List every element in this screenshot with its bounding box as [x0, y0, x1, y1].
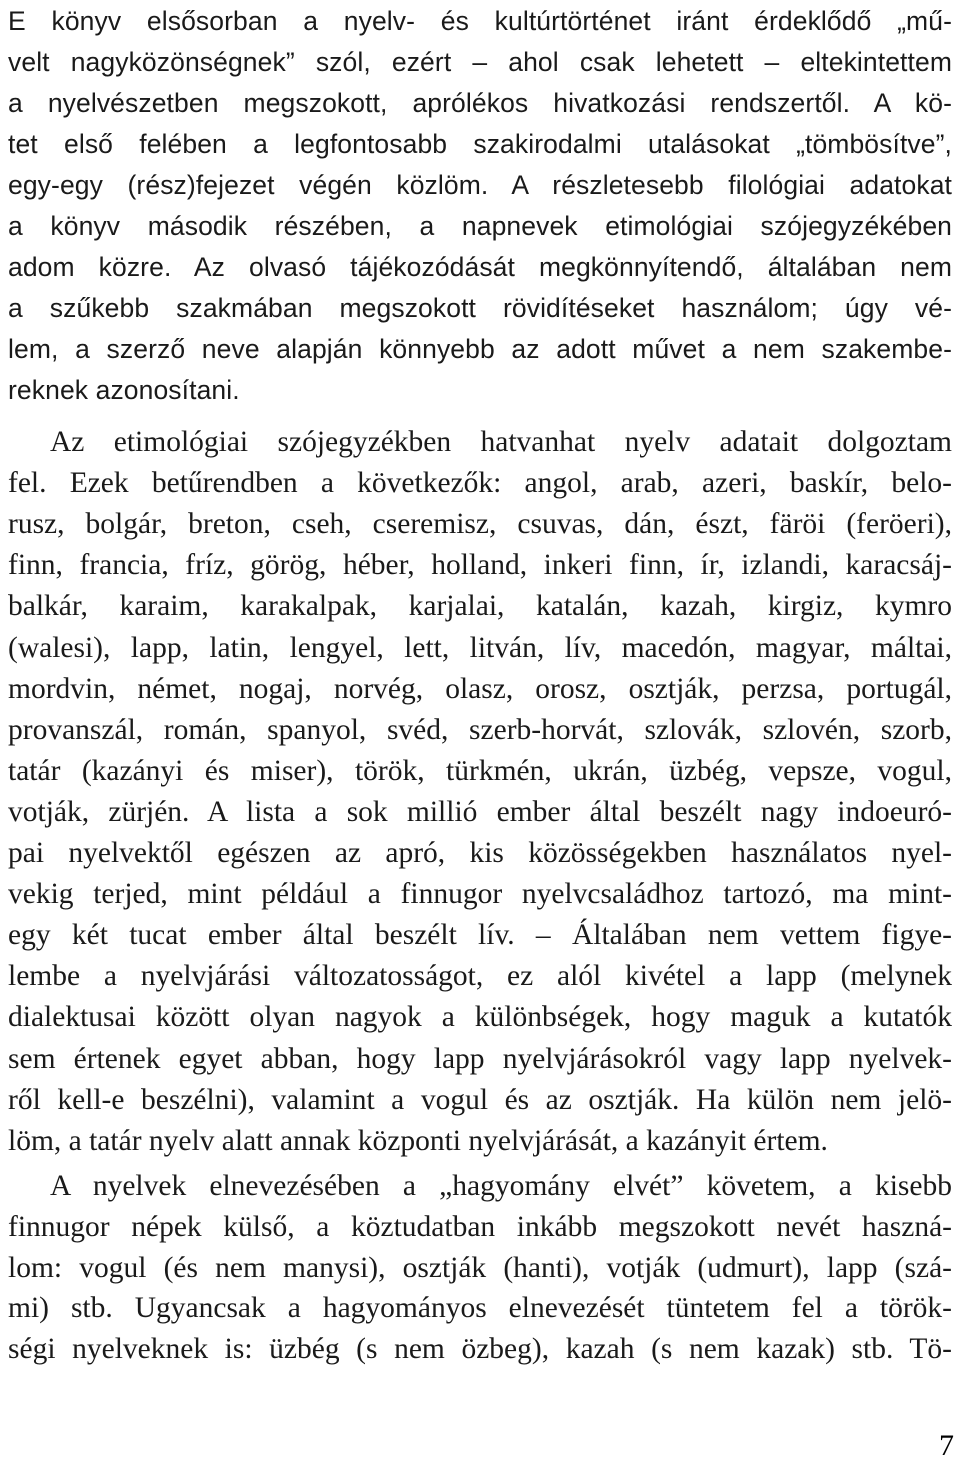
- text-line: lembe a nyelvjárási változatosságot, ez alól kivétel a lapp (melynek: [8, 960, 952, 993]
- book-page: [8, 0, 952, 1459]
- text-line: löm, a tatár nyelv alatt annak központi nyelvjárását, a kazányit értem.: [8, 1124, 828, 1157]
- page-number: 7: [939, 1429, 954, 1462]
- text-line: provanszál, román, spanyol, svéd, szerb-horvát, szlovák, szlovén, szorb,: [8, 713, 952, 746]
- text-line: sem értenek egyet abban, hogy lapp nyelvjárásokról vagy lapp nyelvek-: [8, 1042, 952, 1075]
- text-line: a könyv második részében, a napnevek etimológiai szójegyzékében: [8, 211, 952, 241]
- text-line: dialektusai között olyan nagyok a különbségek, hogy maguk a kutatók: [8, 1001, 952, 1034]
- text-line: E könyv elsősorban a nyelv- és kultúrtörténet iránt érdeklődő „mű-: [8, 6, 952, 36]
- text-line: mi) stb. Ugyancsak a hagyományos elnevezését tüntetem fel a török-: [8, 1292, 952, 1325]
- text-line: vekig terjed, mint például a finnugor nyelvcsaládhoz tartozó, ma mint-: [8, 878, 952, 911]
- text-line: egy két tucat ember által beszélt lív. – Általában nem vettem figye-: [8, 919, 952, 952]
- text-line: lom: vogul (és nem manysi), osztják (hanti), votják (udmurt), lapp (szá-: [8, 1251, 952, 1284]
- text-line: a szűkebb szakmában megszokott rövidítéseket használom; úgy vé-: [8, 293, 952, 323]
- text-line: egy-egy (rész)fejezet végén közlöm. A részletesebb filológiai adatokat: [8, 170, 952, 200]
- text-line: rusz, bolgár, breton, cseh, cseremisz, csuvas, dán, észt, färöi (feröeri),: [8, 508, 952, 541]
- text-line: tatár (kazányi és miser), török, türkmén, ukrán, üzbég, vepsze, vogul,: [8, 754, 952, 787]
- text-line: tet első felében a legfontosabb szakirodalmi utalásokat „tömbösítve”,: [8, 129, 952, 159]
- text-line: adom közre. Az olvasó tájékozódását megkönnyítendő, általában nem: [8, 252, 952, 282]
- text-line: fel. Ezek betűrendben a következők: angol, arab, azeri, baskír, belo-: [8, 467, 952, 500]
- text-line: votják, zürjén. A lista a sok millió ember által beszélt nagy indoeuró-: [8, 795, 952, 828]
- text-line: Az etimológiai szójegyzékben hatvanhat nyelv adatait dolgoztam: [50, 426, 952, 458]
- text-line: (walesi), lapp, latin, lengyel, lett, litván, lív, macedón, magyar, máltai,: [8, 631, 952, 664]
- text-line: balkár, karaim, karakalpak, karjalai, katalán, kazah, kirgiz, kymro: [8, 590, 952, 623]
- text-line: reknek azonosítani.: [8, 375, 240, 405]
- text-line: ről kell-e beszélni), valamint a vogul és az osztják. Ha külön nem jelö-: [8, 1083, 952, 1116]
- text-line: ségi nyelveknek is: üzbég (s nem özbeg), kazah (s nem kazak) stb. Tö-: [8, 1333, 952, 1366]
- text-line: finn, francia, fríz, görög, héber, holland, inkeri finn, ír, izlandi, karacsáj-: [8, 549, 952, 582]
- text-line: finnugor népek külső, a köztudatban inkább megszokott nevét haszná-: [8, 1210, 952, 1243]
- text-line: lem, a szerző neve alapján könnyebb az adott művet a nem szakembe-: [8, 334, 952, 364]
- text-line: mordvin, német, nogaj, norvég, olasz, orosz, osztják, perzsa, portugál,: [8, 672, 952, 705]
- text-line: A nyelvek elnevezésében a „hagyomány elvét” követem, a kisebb: [50, 1170, 952, 1202]
- text-line: pai nyelvektől egészen az apró, kis közösségekben használatos nyel-: [8, 837, 952, 869]
- text-line: a nyelvészetben megszokott, aprólékos hivatkozási rendszertől. A kö-: [8, 88, 952, 118]
- text-line: velt nagyközönségnek” szól, ezért – ahol csak lehetett – eltekintettem: [8, 47, 952, 77]
